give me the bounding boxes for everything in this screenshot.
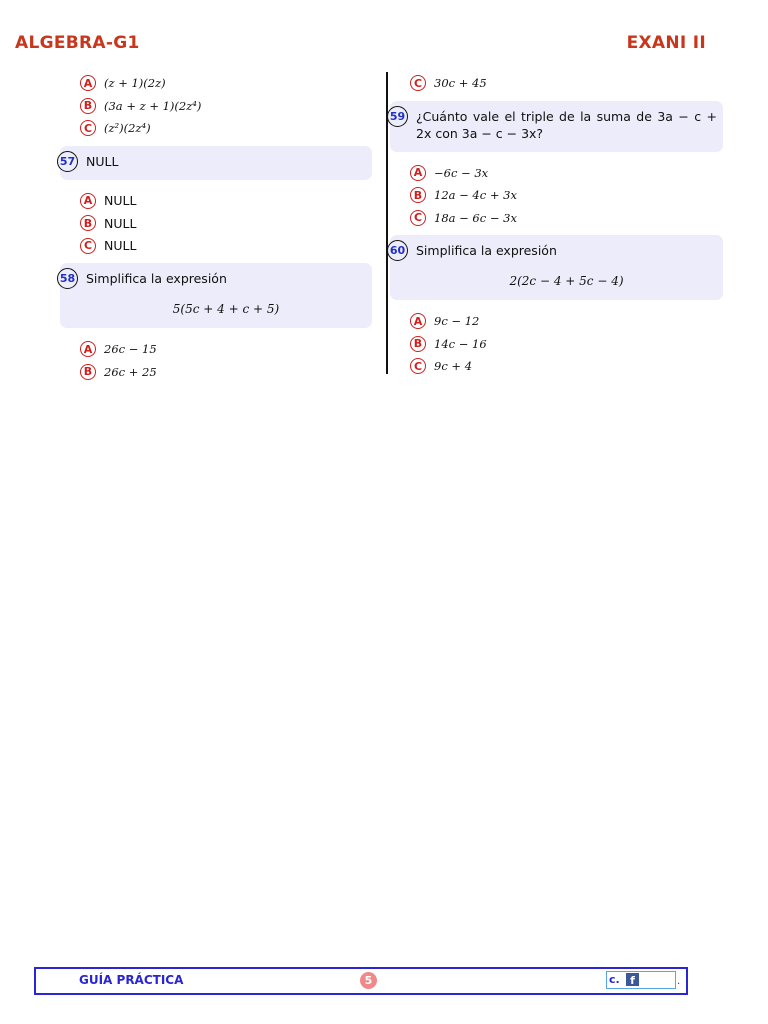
- option-letter-badge: A: [410, 165, 426, 181]
- footer-guide-label: GUÍA PRÁCTICA: [79, 973, 184, 987]
- question-number: 59: [387, 106, 408, 127]
- social-link-box[interactable]: [606, 971, 676, 989]
- option-56-c[interactable]: [40, 117, 372, 140]
- option-58-a[interactable]: [40, 338, 372, 361]
- option-letter-badge: A: [80, 193, 96, 209]
- question-text: NULL: [86, 153, 119, 169]
- option-59-c[interactable]: [390, 207, 723, 230]
- option-text: (z²)(2z⁴): [104, 121, 151, 136]
- option-letter-badge: A: [410, 313, 426, 329]
- question-57-box: [60, 146, 372, 180]
- question-number: 58: [57, 268, 78, 289]
- option-letter-badge: C: [410, 210, 426, 226]
- option-letter-badge: A: [80, 75, 96, 91]
- question-60-box: [390, 235, 723, 300]
- option-letter-badge: C: [80, 238, 96, 254]
- option-57-c[interactable]: [40, 235, 372, 258]
- option-58-c[interactable]: [390, 72, 723, 95]
- option-letter-badge: A: [80, 341, 96, 357]
- option-60-a[interactable]: [390, 310, 723, 333]
- option-text: 18a − 6c − 3x: [434, 210, 517, 225]
- left-column: [40, 72, 372, 383]
- question-number: 60: [387, 240, 408, 261]
- option-letter-badge: C: [80, 120, 96, 136]
- social-prefix: c.: [609, 973, 620, 986]
- option-56-a[interactable]: [40, 72, 372, 95]
- option-text: (3a + z + 1)(2z⁴): [104, 98, 202, 113]
- page-number-badge: 5: [360, 972, 377, 989]
- option-57-a[interactable]: [40, 190, 372, 213]
- question-expression: 2(2c − 4 + 5c − 4): [509, 274, 624, 288]
- question-text: ¿Cuánto vale el triple de la suma de 3a − c + 2x con 3a − c − 3x?: [416, 108, 717, 141]
- footer-trailing-dot: .: [677, 976, 681, 987]
- option-text: 30c + 45: [434, 76, 487, 91]
- question-expression: 5(5c + 4 + c + 5): [172, 302, 280, 316]
- question-58-box: [60, 263, 372, 328]
- right-column: [390, 72, 723, 378]
- option-letter-badge: B: [80, 364, 96, 380]
- header-title: ALGEBRA-G1: [15, 33, 140, 53]
- option-letter-badge: C: [410, 75, 426, 91]
- option-letter-badge: B: [410, 336, 426, 352]
- option-text: 26c − 15: [104, 342, 157, 357]
- option-59-b[interactable]: [390, 184, 723, 207]
- option-text: (z + 1)(2z): [104, 76, 166, 91]
- option-letter-badge: B: [410, 187, 426, 203]
- option-58-b[interactable]: [40, 361, 372, 384]
- option-text: 9c + 4: [434, 359, 473, 374]
- option-letter-badge: C: [410, 358, 426, 374]
- option-57-b[interactable]: [40, 212, 372, 235]
- option-text: NULL: [104, 215, 137, 231]
- question-text: Simplifica la expresión: [416, 243, 557, 258]
- header-exam-name: EXANI II: [626, 33, 706, 53]
- option-letter-badge: B: [80, 98, 96, 114]
- question-59-box: [390, 101, 723, 152]
- option-text: −6c − 3x: [434, 165, 489, 180]
- question-text: Simplifica la expresión: [86, 271, 227, 286]
- option-56-b[interactable]: [40, 95, 372, 118]
- option-60-c[interactable]: [390, 355, 723, 378]
- option-letter-badge: B: [80, 215, 96, 231]
- footer-bar: [34, 967, 688, 995]
- option-text: NULL: [104, 238, 137, 254]
- option-59-a[interactable]: [390, 162, 723, 185]
- facebook-icon[interactable]: f: [626, 973, 639, 986]
- option-text: 26c + 25: [104, 364, 157, 379]
- option-text: 12a − 4c + 3x: [434, 188, 517, 203]
- option-text: 14c − 16: [434, 336, 487, 351]
- option-text: NULL: [104, 193, 137, 209]
- option-60-b[interactable]: [390, 333, 723, 356]
- option-text: 9c − 12: [434, 314, 480, 329]
- question-number: 57: [57, 151, 78, 172]
